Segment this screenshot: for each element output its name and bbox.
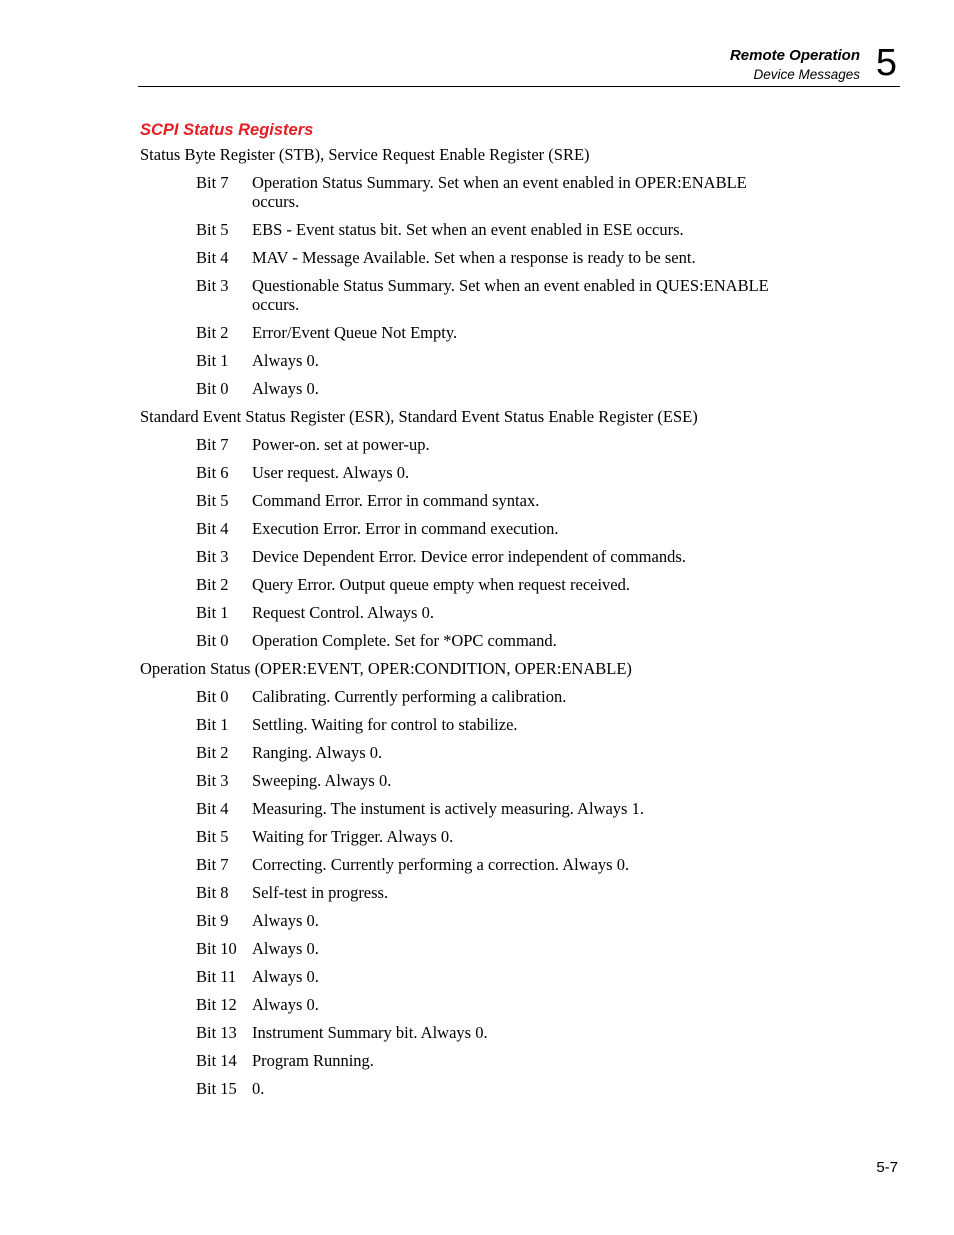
header-title: Remote Operation bbox=[729, 47, 860, 64]
bit-label: Bit 2 bbox=[196, 743, 229, 762]
bit-label: Bit 3 bbox=[196, 771, 229, 790]
bit-row bbox=[140, 771, 840, 790]
bit-description: Command Error. Error in command syntax. bbox=[252, 491, 540, 510]
bit-row bbox=[140, 687, 840, 706]
bit-label: Bit 7 bbox=[196, 173, 229, 192]
section-title: SCPI Status Registers bbox=[140, 121, 314, 139]
bit-label: Bit 1 bbox=[196, 603, 229, 622]
bit-description: Always 0. bbox=[252, 351, 319, 370]
bit-description: Execution Error. Error in command execution. bbox=[252, 519, 559, 538]
header-subtitle: Device Messages bbox=[753, 67, 860, 82]
bit-label: Bit 3 bbox=[196, 276, 229, 295]
bit-row bbox=[140, 715, 840, 734]
bit-row bbox=[140, 603, 840, 622]
bit-row bbox=[140, 855, 840, 874]
bit-label: Bit 7 bbox=[196, 855, 229, 874]
bit-description: Measuring. The instument is actively measuring. Always 1. bbox=[252, 799, 644, 818]
bit-row bbox=[140, 276, 840, 314]
bit-description: User request. Always 0. bbox=[252, 463, 410, 482]
bit-row bbox=[140, 743, 840, 762]
bit-description: Settling. Waiting for control to stabilize. bbox=[252, 715, 518, 734]
bit-row bbox=[140, 883, 840, 902]
bit-label: Bit 11 bbox=[196, 967, 237, 986]
bit-label: Bit 12 bbox=[196, 995, 237, 1014]
bit-label: Bit 5 bbox=[196, 827, 229, 846]
bit-row bbox=[140, 827, 840, 846]
bit-row bbox=[140, 1051, 840, 1070]
bit-description: Waiting for Trigger. Always 0. bbox=[252, 827, 454, 846]
bit-row bbox=[140, 323, 840, 342]
bit-row bbox=[140, 435, 840, 454]
bit-row bbox=[140, 519, 840, 538]
bit-description: MAV - Message Available. Set when a response is ready to be sent. bbox=[252, 248, 696, 267]
bit-label: Bit 0 bbox=[196, 687, 229, 706]
page-number: 5-7 bbox=[876, 1159, 898, 1176]
bit-description: EBS - Event status bit. Set when an event enabled in ESE occurs. bbox=[252, 220, 684, 239]
bit-description: Always 0. bbox=[252, 939, 319, 958]
bit-description: Always 0. bbox=[252, 379, 319, 398]
bit-row bbox=[140, 967, 840, 986]
bit-label: Bit 2 bbox=[196, 323, 229, 342]
bit-label: Bit 5 bbox=[196, 220, 229, 239]
bit-label: Bit 10 bbox=[196, 939, 237, 958]
bit-description: Error/Event Queue Not Empty. bbox=[252, 323, 458, 342]
bit-label: Bit 7 bbox=[196, 435, 229, 454]
bit-description: Self-test in progress. bbox=[252, 883, 389, 902]
bit-label: Bit 14 bbox=[196, 1051, 237, 1070]
bit-description: Power-on. set at power-up. bbox=[252, 435, 430, 454]
bit-label: Bit 3 bbox=[196, 547, 229, 566]
bit-row bbox=[140, 173, 840, 211]
register-group-heading: Operation Status (OPER:EVENT, OPER:CONDITION, OPER:ENABLE) bbox=[140, 659, 632, 678]
bit-row bbox=[140, 463, 840, 482]
bit-description: Program Running. bbox=[252, 1051, 374, 1070]
bit-label: Bit 6 bbox=[196, 463, 229, 482]
bit-label: Bit 1 bbox=[196, 351, 229, 370]
bit-row bbox=[140, 1023, 840, 1042]
bit-label: Bit 2 bbox=[196, 575, 229, 594]
bit-label: Bit 0 bbox=[196, 631, 229, 650]
bit-label: Bit 4 bbox=[196, 519, 229, 538]
bit-description: 0. bbox=[252, 1079, 265, 1098]
bit-row bbox=[140, 1079, 840, 1098]
bit-description: Device Dependent Error. Device error independent of commands. bbox=[252, 547, 686, 566]
bit-description: Questionable Status Summary. Set when an event enabled in QUES:ENABLE occurs. bbox=[252, 276, 769, 314]
bit-label: Bit 9 bbox=[196, 911, 229, 930]
bit-label: Bit 1 bbox=[196, 715, 229, 734]
bit-description: Operation Complete. Set for *OPC command. bbox=[252, 631, 557, 650]
bit-row bbox=[140, 995, 840, 1014]
bit-row bbox=[140, 491, 840, 510]
bit-label: Bit 0 bbox=[196, 379, 229, 398]
bit-description: Always 0. bbox=[252, 967, 319, 986]
bit-row bbox=[140, 799, 840, 818]
bit-label: Bit 13 bbox=[196, 1023, 237, 1042]
bit-description: Calibrating. Currently performing a calibration. bbox=[252, 687, 567, 706]
bit-description: Always 0. bbox=[252, 995, 319, 1014]
bit-label: Bit 5 bbox=[196, 491, 229, 510]
bit-description: Request Control. Always 0. bbox=[252, 603, 434, 622]
bit-description: Ranging. Always 0. bbox=[252, 743, 383, 762]
chapter-number: 5 bbox=[875, 42, 897, 84]
bit-row bbox=[140, 575, 840, 594]
page-header bbox=[138, 44, 900, 87]
bit-label: Bit 15 bbox=[196, 1079, 237, 1098]
bit-row bbox=[140, 379, 840, 398]
register-group-heading: Standard Event Status Register (ESR), Standard Event Status Enable Register (ESE) bbox=[140, 407, 698, 426]
bit-row bbox=[140, 248, 840, 267]
bit-row bbox=[140, 911, 840, 930]
bit-description: Correcting. Currently performing a correction. Always 0. bbox=[252, 855, 630, 874]
bit-row bbox=[140, 547, 840, 566]
document-body bbox=[140, 145, 840, 1107]
bit-description: Query Error. Output queue empty when request received. bbox=[252, 575, 630, 594]
bit-row bbox=[140, 939, 840, 958]
register-group-heading: Status Byte Register (STB), Service Request Enable Register (SRE) bbox=[140, 145, 590, 164]
bit-label: Bit 8 bbox=[196, 883, 229, 902]
bit-row bbox=[140, 220, 840, 239]
bit-description: Instrument Summary bit. Always 0. bbox=[252, 1023, 488, 1042]
bit-description: Operation Status Summary. Set when an event enabled in OPER:ENABLE occurs. bbox=[252, 173, 747, 211]
bit-row bbox=[140, 351, 840, 370]
bit-description: Always 0. bbox=[252, 911, 319, 930]
bit-label: Bit 4 bbox=[196, 248, 229, 267]
bit-description: Sweeping. Always 0. bbox=[252, 771, 392, 790]
bit-row bbox=[140, 631, 840, 650]
bit-label: Bit 4 bbox=[196, 799, 229, 818]
